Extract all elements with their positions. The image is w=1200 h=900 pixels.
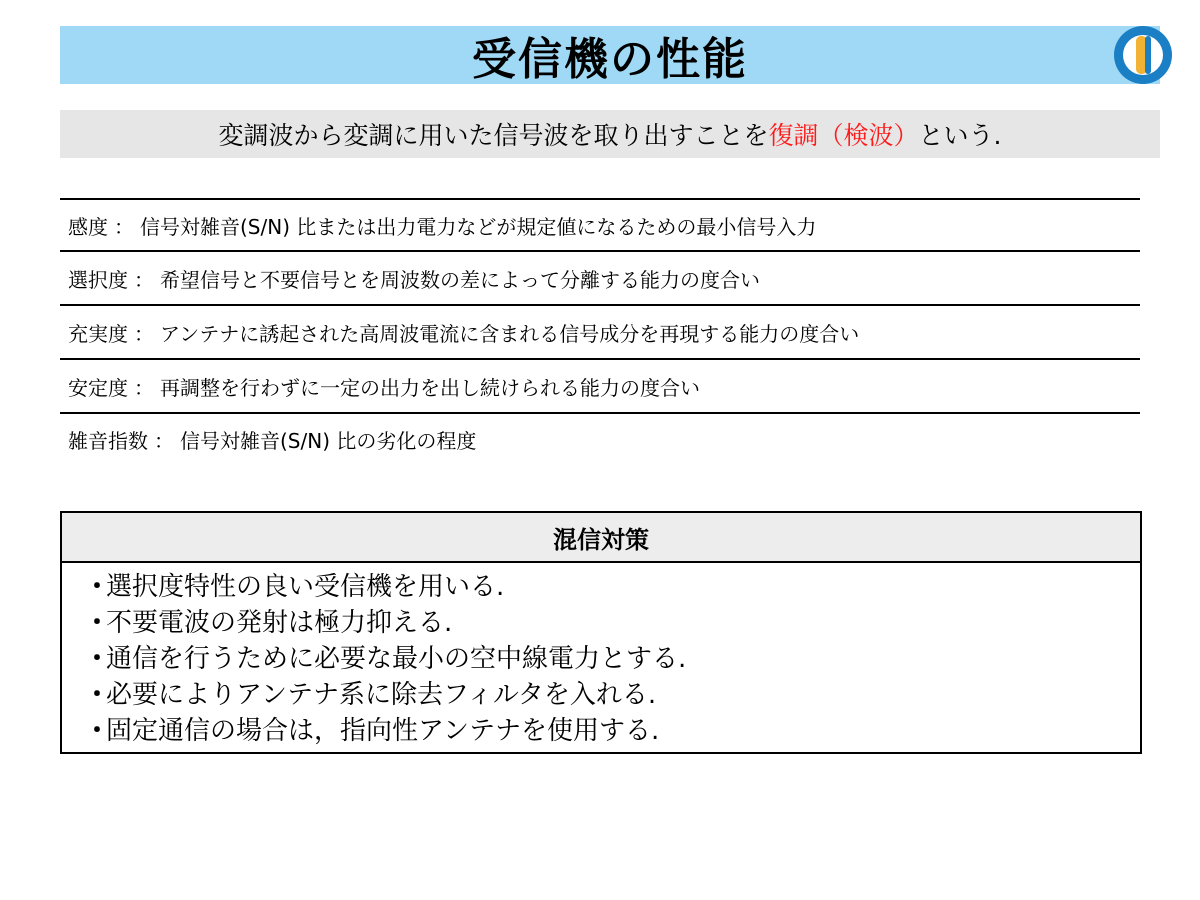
spec-description: 再調整を行わずに一定の出力を出し続けられる能力の度合い — [160, 375, 700, 400]
definition-statement — [60, 110, 1160, 158]
spec-term: 感度 — [68, 214, 108, 239]
definition-text-after: という. — [918, 121, 1002, 150]
list-item — [84, 677, 1140, 713]
bullet-icon: ・ — [84, 608, 111, 638]
spec-description: 信号対雑音(S/N) 比の劣化の程度 — [180, 428, 477, 453]
spec-term: 充実度 — [68, 321, 128, 346]
measures-heading: 混信対策 — [62, 513, 1140, 563]
list-item — [84, 641, 1140, 677]
list-item-text: 必要によりアンテナ系に除去フィルタを入れる. — [106, 680, 657, 710]
title-bar — [60, 26, 1160, 84]
spec-row-fidelity — [60, 304, 1140, 358]
definition-highlight: 復調（検波） — [768, 121, 919, 150]
interference-measures-box — [60, 511, 1142, 754]
bullet-icon: ・ — [84, 680, 111, 710]
spec-row-noise-figure — [60, 412, 1140, 464]
spec-separator: ： — [134, 267, 154, 292]
list-item-text: 選択度特性の良い受信機を用いる. — [106, 572, 505, 602]
spec-description: 信号対雑音(S/N) 比または出力電力などが規定値になるための最小信号入力 — [140, 214, 817, 239]
logo-icon — [1112, 24, 1174, 86]
bullet-icon: ・ — [84, 644, 111, 674]
list-item-text: 不要電波の発射は極力抑える. — [106, 608, 453, 638]
spec-term: 安定度 — [68, 375, 128, 400]
spec-separator: ： — [114, 214, 134, 239]
definition-text-before: 変調波から変調に用いた信号波を取り出すことを — [218, 121, 769, 150]
spec-row-selectivity — [60, 250, 1140, 304]
page-title: 受信機の性能 — [472, 34, 748, 85]
bullet-icon: ・ — [84, 572, 111, 602]
spec-row-sensitivity — [60, 198, 1140, 250]
list-item — [84, 569, 1140, 605]
list-item-text: 固定通信の場合は，指向性アンテナを使用する. — [106, 716, 660, 746]
measures-list — [62, 563, 1140, 749]
spec-description: 希望信号と不要信号とを周波数の差によって分離する能力の度合い — [160, 267, 760, 292]
spec-separator: ： — [134, 375, 154, 400]
bullet-icon: ・ — [84, 716, 111, 746]
spec-description: アンテナに誘起された高周波電流に含まれる信号成分を再現する能力の度合い — [160, 321, 860, 346]
spec-separator: ： — [134, 321, 154, 346]
performance-spec-list — [60, 198, 1140, 464]
spec-term: 選択度 — [68, 267, 128, 292]
list-item — [84, 713, 1140, 749]
list-item — [84, 605, 1140, 641]
spec-row-stability — [60, 358, 1140, 412]
list-item-text: 通信を行うために必要な最小の空中線電力とする. — [106, 644, 687, 674]
spec-separator: ： — [154, 428, 174, 453]
spec-term: 雑音指数 — [68, 428, 148, 453]
